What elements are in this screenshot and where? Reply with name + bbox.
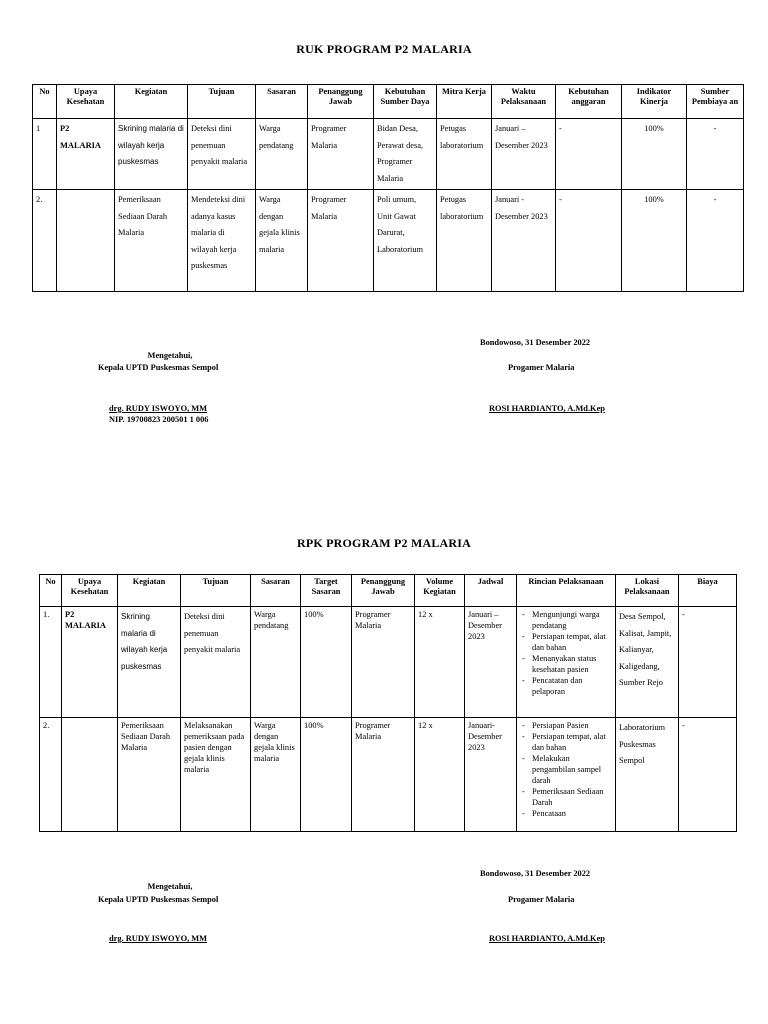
rpk-left-sign-line2: Kepala UPTD Puskesmas Sempol [98, 895, 219, 904]
row-sasaran: Warga pendatang [251, 607, 301, 718]
rpk-header-row [40, 575, 737, 607]
ruk-header-mitra: Mitra Kerja [437, 85, 492, 119]
ruk-header-upaya: Upaya Kesehatan [57, 85, 115, 119]
row-lokasi: Laboratorium Puskesmas Sempol [616, 718, 679, 832]
row-jadwal: Januari – Desember 2023 [465, 607, 517, 718]
row-rincian [517, 718, 616, 832]
row-kegiatan: Skrining malaria di wilayah kerja puskesmas [118, 607, 181, 718]
ruk-header-sumber-daya: Kebutuhan Sumber Daya [374, 85, 437, 119]
ruk-header-anggaran: Kebutuhan anggaran [556, 85, 622, 119]
rpk-left-sign-line1: Mengetahui, [147, 882, 193, 891]
rpk-header-no: No [40, 575, 62, 607]
row-pj: Programer Malaria [308, 119, 374, 190]
row-anggaran: - [556, 190, 622, 292]
row-sumber-daya: Bidan Desa, Perawat desa, Programer Malaria [374, 119, 437, 190]
row-upaya [62, 718, 118, 832]
rpk-header-upaya: Upaya Kesehatan [62, 575, 118, 607]
ruk-header-pj: Penanggung Jawab [308, 85, 374, 119]
row-kegiatan: Pemeriksaan Sediaan Darah Malaria [118, 718, 181, 832]
ruk-header-no: No [33, 85, 57, 119]
rpk-header-target: Target Sasaran [301, 575, 352, 607]
rincian-list [520, 720, 612, 819]
rpk-header-volume: Volume Kegiatan [415, 575, 465, 607]
row-mitra: Petugas laboratorium [437, 190, 492, 292]
list-item: - Pencataan [532, 808, 612, 819]
row-pj: Programer Malaria [352, 607, 415, 718]
table-row [33, 119, 744, 190]
ruk-table [32, 84, 744, 292]
rpk-table [39, 574, 737, 832]
row-indikator: 100% [622, 119, 687, 190]
row-upaya [57, 190, 115, 292]
ruk-header-sasaran: Sasaran [256, 85, 308, 119]
row-jadwal: Januari- Desember 2023 [465, 718, 517, 832]
row-upaya: P2 MALARIA [57, 119, 115, 190]
ruk-right-sign-name: ROSI HARDIANTO, A.Md.Kep [489, 404, 605, 413]
row-pembiayaan: - [687, 190, 744, 292]
rpk-place-date: Bondowoso, 31 Desember 2022 [480, 869, 591, 878]
rpk-header-tujuan: Tujuan [181, 575, 251, 607]
row-tujuan: Deteksi dini penemuan penyakit malaria [181, 607, 251, 718]
table-row [40, 607, 737, 718]
row-no: 1. [40, 607, 62, 718]
row-no: 2. [33, 190, 57, 292]
row-sasaran: Warga pendatang [256, 119, 308, 190]
table-row [33, 190, 744, 292]
list-item: - Persiapan tempat, alat dan bahan [532, 731, 612, 753]
row-tujuan: Deteksi dini penemuan penyakit malaria [188, 119, 256, 190]
row-waktu: Januari - Desember 2023 [492, 190, 556, 292]
list-item: - Pemeriksaan Sediaan Darah [532, 786, 612, 808]
ruk-title: RUK PROGRAM P2 MALARIA [296, 42, 472, 56]
ruk-header-kegiatan: Kegiatan [115, 85, 188, 119]
list-item: - Pencatatan dan pelaporan [532, 675, 612, 697]
ruk-place-date: Bondowoso, 31 Desember 2022 [480, 338, 591, 347]
rpk-header-sasaran: Sasaran [251, 575, 301, 607]
ruk-header-row [33, 85, 744, 119]
ruk-header-tujuan: Tujuan [188, 85, 256, 119]
rpk-header-jadwal: Jadwal [465, 575, 517, 607]
rpk-header-lokasi: Lokasi Pelaksanaan [616, 575, 679, 607]
list-item: - Persiapan Pasien [532, 720, 612, 731]
ruk-header-pembiayaan: Sumber Pembiaya an [687, 85, 744, 119]
row-kegiatan: Pemeriksaan Sediaan Darah Malaria [115, 190, 188, 292]
row-waktu: Januari – Desember 2023 [492, 119, 556, 190]
rpk-left-sign-name: drg. RUDY ISWOYO, MM [109, 934, 208, 943]
rincian-list [520, 609, 612, 697]
rpk-header-kegiatan: Kegiatan [118, 575, 181, 607]
table-row [40, 718, 737, 832]
row-target: 100% [301, 718, 352, 832]
ruk-left-sign-nip: NIP. 19700823 200501 1 006 [109, 415, 209, 424]
ruk-header-waktu: Waktu Pelaksanaan [492, 85, 556, 119]
list-item: - Persiapan tempat, alat dan bahan [532, 631, 612, 653]
row-mitra: Petugas laboratorium [437, 119, 492, 190]
ruk-left-sign-name: drg. RUDY ISWOYO, MM [109, 404, 208, 413]
row-lokasi: Desa Sempol, Kalisat, Jampit, Kalianyar, Kaligedang, Sumber Rejo [616, 607, 679, 718]
row-sumber-daya: Poli umum, Unit Gawat Darurat, Laboratorium [374, 190, 437, 292]
row-indikator: 100% [622, 190, 687, 292]
row-tujuan: Melaksanakan pemeriksaan pada pasien dengan gejala klinis malaria [181, 718, 251, 832]
rpk-header-rincian: Rincian Pelaksanaan [517, 575, 616, 607]
row-sasaran: Warga dengan gejala klinis malaria [256, 190, 308, 292]
row-pembiayaan: - [687, 119, 744, 190]
rpk-title: RPK PROGRAM P2 MALARIA [296, 536, 472, 550]
row-upaya: P2 MALARIA [62, 607, 118, 718]
row-biaya: - [679, 718, 737, 832]
list-item: - Melakukan pengambilan sampel darah [532, 753, 612, 786]
row-biaya: - [679, 607, 737, 718]
ruk-right-sign-role: Progamer Malaria [508, 363, 575, 372]
row-no: 2. [40, 718, 62, 832]
row-target: 100% [301, 607, 352, 718]
row-volume: 12 x [415, 718, 465, 832]
row-rincian [517, 607, 616, 718]
row-pj: Programer Malaria [308, 190, 374, 292]
ruk-left-sign-line2: Kepala UPTD Puskesmas Sempol [98, 363, 219, 372]
ruk-left-sign-line1: Mengetahui, [147, 351, 193, 360]
ruk-header-indikator: Indikator Kinerja [622, 85, 687, 119]
row-volume: 12 x [415, 607, 465, 718]
rpk-header-biaya: Biaya [679, 575, 737, 607]
row-pj: Programer Malaria [352, 718, 415, 832]
row-sasaran: Warga dengan gejala klinis malaria [251, 718, 301, 832]
list-item: - Menanyakan status kesehatan pasien [532, 653, 612, 675]
row-kegiatan: Skrining malaria di wilayah kerja puskesmas [115, 119, 188, 190]
rpk-right-sign-name: ROSI HARDIANTO, A.Md.Kep [489, 934, 605, 943]
list-item: - Mengunjungi warga pendatang [532, 609, 612, 631]
row-anggaran: - [556, 119, 622, 190]
rpk-header-pj: Penanggung Jawab [352, 575, 415, 607]
rpk-right-sign-role: Progamer Malaria [508, 895, 575, 904]
row-tujuan: Mendeteksi dini adanya kasus malaria di wilayah kerja puskesmas [188, 190, 256, 292]
row-no: 1 [33, 119, 57, 190]
